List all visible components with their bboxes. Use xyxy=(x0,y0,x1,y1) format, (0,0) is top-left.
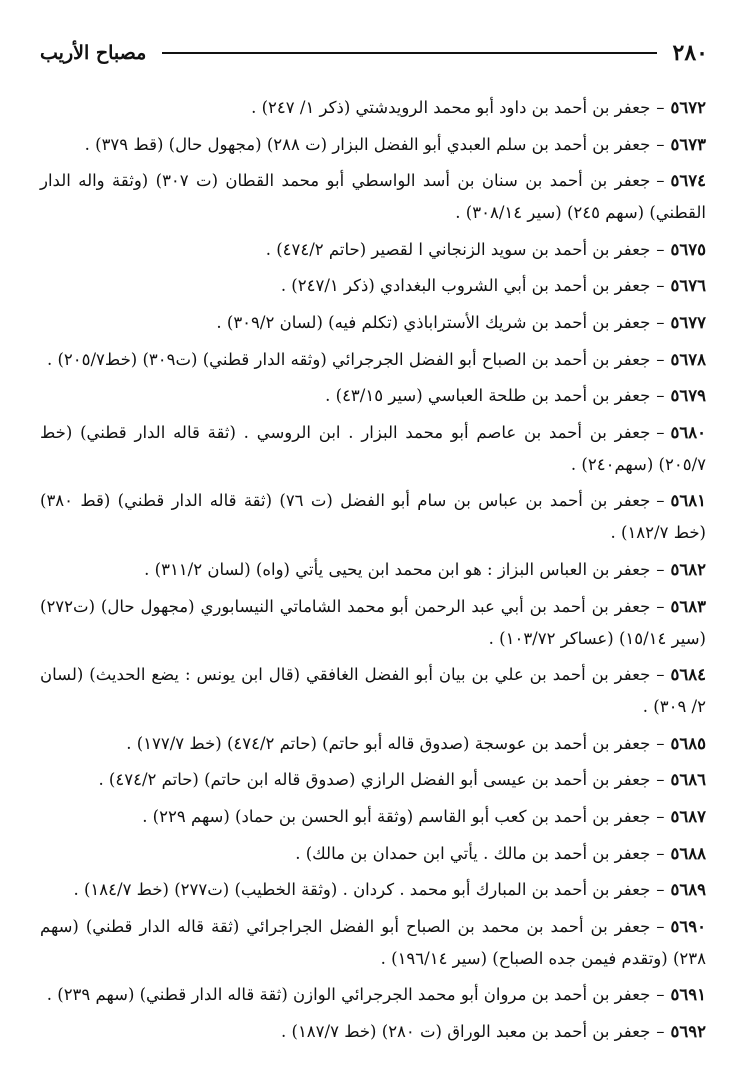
entry-text: جعفر بن أحمد بن عاصم أبو محمد البزار . ابن الروسي . (ثقة قاله الدار قطني) (خط ٢٠٥/٧) (سهم٢٤٠) . xyxy=(40,422,706,474)
page-number: ٢٨٠ xyxy=(672,40,708,66)
entry-5683: ٥٦٨٣–جعفر بن أحمد بن أبي عبد الرحمن أبو محمد الشاماتي النيسابوري (مجهول حال) (ت٢٧٢) (سير ١٥/١٤) (عساكر ١٠٣/٧٢) . xyxy=(40,596,706,648)
entry-text: جعفر بن أحمد بن مالك . يأتي ابن حمدان بن مالك) . xyxy=(295,843,651,863)
entry-number: ٥٦٧٢ xyxy=(670,98,706,117)
entry-number: ٥٦٨١ xyxy=(670,491,706,511)
entry-number: ٥٦٩٠ xyxy=(670,916,706,936)
entry-5690: ٥٦٩٠–جعفر بن أحمد بن محمد بن الصباح أبو الفضل الجراجرائي (ثقة قاله الدار قطني) (سهم ٢٣٨) (وتقدم فيمن جده الصباح) (سير ١٩٦/١٤) . xyxy=(40,916,706,968)
entry-5674: ٥٦٧٤–جعفر بن أحمد بن سنان بن أسد الواسطي أبو محمد القطان (ت ٣٠٧) (وثقة واله الدار القطني) (سهم ٢٤٥) (سير ٣٠٨/١٤) . xyxy=(40,171,706,223)
entry-5688: ٥٦٨٨–جعفر بن أحمد بن مالك . يأتي ابن حمدان بن مالك) . xyxy=(295,843,706,863)
entry-number: ٥٦٨٦ xyxy=(670,770,706,790)
entry-number: ٥٦٨٩ xyxy=(670,880,706,900)
entry-text: جعفر بن أحمد بن أبي عبد الرحمن أبو محمد الشاماتي النيسابوري (مجهول حال) (ت٢٧٢) (سير ١٥/١٤) (عساكر ١٠٣/٧٢) . xyxy=(40,596,706,648)
entry-5679: ٥٦٧٩–جعفر بن أحمد بن طلحة العباسي (سير ٤٣/١٥) . xyxy=(325,386,706,406)
entry-5689: ٥٦٨٩–جعفر بن أحمد بن المبارك أبو محمد . كردان . (وثقة الخطيب) (ت٢٧٧) (خط ١٨٤/٧) . xyxy=(73,880,706,900)
entry-5687: ٥٦٨٧–جعفر بن أحمد بن كعب أبو القاسم (وثقة أبو الحسن بن حماد) (سهم ٢٢٩) . xyxy=(142,806,706,826)
entry-number: ٥٦٩٢ xyxy=(670,1021,706,1041)
entry-number: ٥٦٨٧ xyxy=(670,806,706,826)
entry-text: جعفر بن أحمد بن سويد الزنجاني ا لقصير (حاتم ٤٧٤/٢) . xyxy=(265,239,651,259)
entry-5678: ٥٦٧٨–جعفر بن أحمد بن الصباح أبو الفضل الجرجرائي (وثقه الدار قطني) (ت٣٠٩) (خط٢٠٥/٧) . xyxy=(46,349,706,369)
entry-number: ٥٦٨٢ xyxy=(670,559,706,579)
entry-5673: ٥٦٧٣–جعفر بن أحمد بن سلم العبدي أبو الفضل البزار (ت ٢٨٨) (مجهول حال) (قط ٣٧٩) . xyxy=(84,134,706,154)
entry-5676: ٥٦٧٦–جعفر بن أحمد بن أبي الشروب البغدادي (ذكر ٢٤٧/١) . xyxy=(280,276,706,296)
entry-number: ٥٦٧٨ xyxy=(670,349,706,369)
entry-5680: ٥٦٨٠–جعفر بن أحمد بن عاصم أبو محمد البزار . ابن الروسي . (ثقة قاله الدار قطني) (خط ٢٠٥/٧) (سهم٢٤٠) . xyxy=(40,422,706,474)
entry-number: ٥٦٨٥ xyxy=(670,733,706,753)
entry-text: جعفر بن أحمد بن أبي الشروب البغدادي (ذكر ٢٤٧/١) . xyxy=(280,276,651,296)
entry-text: جعفر بن أحمد بن سنان بن أسد الواسطي أبو محمد القطان (ت ٣٠٧) (وثقة واله الدار القطني) (سهم ٢٤٥) (سير ٣٠٨/١٤) . xyxy=(40,171,706,223)
header-rule xyxy=(162,52,656,54)
entry-text: جعفر بن أحمد بن عباس بن سام أبو الفضل (ت ٧٦) (ثقة قاله الدار قطني) (قط ٣٨٠) (خط ١٨٢/٧) . xyxy=(40,491,706,543)
entry-text: جعفر بن أحمد بن معبد الوراق (ت ٢٨٠) (خط ١٨٧/٧) . xyxy=(281,1021,651,1041)
entry-text: جعفر بن أحمد بن عوسجة (صدوق قاله أبو حاتم) (حاتم ٤٧٤/٢) (خط ١٧٧/٧) . xyxy=(126,733,651,753)
entry-text: جعفر بن أحمد بن داود أبو محمد الرويدشتي (ذكر ١/ ٢٤٧) . xyxy=(251,98,651,117)
entry-number: ٥٦٩١ xyxy=(670,985,706,1005)
entry-5675: ٥٦٧٥–جعفر بن أحمد بن سويد الزنجاني ا لقصير (حاتم ٤٧٤/٢) . xyxy=(265,239,706,259)
entry-5681: ٥٦٨١–جعفر بن أحمد بن عباس بن سام أبو الفضل (ت ٧٦) (ثقة قاله الدار قطني) (قط ٣٨٠) (خط ١٨٢/٧) . xyxy=(40,491,706,543)
page-header xyxy=(40,38,708,68)
entry-number: ٥٦٨٣ xyxy=(670,596,706,616)
entry-text: جعفر بن أحمد بن علي بن بيان أبو الفضل الغافقي (قال ابن يونس : يضع الحديث) (لسان ٢/ ٣٠٩) . xyxy=(40,665,706,717)
entry-text: جعفر بن أحمد بن كعب أبو القاسم (وثقة أبو الحسن بن حماد) (سهم ٢٢٩) . xyxy=(142,806,651,826)
entry-number: ٥٦٧٥ xyxy=(670,239,706,259)
entry-5686: ٥٦٨٦–جعفر بن أحمد بن عيسى أبو الفضل الرازي (صدوق قاله ابن حاتم) (حاتم ٤٧٤/٢) . xyxy=(98,770,706,790)
entry-5677: ٥٦٧٧–جعفر بن أحمد بن شريك الأستراباذي (تكلم فيه) (لسان ٣٠٩/٢) . xyxy=(216,312,706,332)
entry-5684: ٥٦٨٤–جعفر بن أحمد بن علي بن بيان أبو الفضل الغافقي (قال ابن يونس : يضع الحديث) (لسان ٢/ ٣٠٩) . xyxy=(40,665,706,717)
entry-number: ٥٦٧٦ xyxy=(670,276,706,296)
book-page xyxy=(40,0,708,1076)
entry-number: ٥٦٨٤ xyxy=(670,665,706,685)
entry-text: جعفر بن أحمد بن محمد بن الصباح أبو الفضل الجراجرائي (ثقة قاله الدار قطني) (سهم ٢٣٨) (وتقدم فيمن جده الصباح) (سير ١٩٦/١٤) . xyxy=(40,916,706,968)
entry-5672: ٥٦٧٢–جعفر بن أحمد بن داود أبو محمد الرويدشتي (ذكر ١/ ٢٤٧) . xyxy=(251,98,706,117)
entry-number: ٥٦٨٨ xyxy=(670,843,706,863)
entry-text: جعفر بن أحمد بن سلم العبدي أبو الفضل البزار (ت ٢٨٨) (مجهول حال) (قط ٣٧٩) . xyxy=(84,134,651,154)
entry-number: ٥٦٧٩ xyxy=(670,386,706,406)
entry-5682: ٥٦٨٢–جعفر بن العباس البزاز : هو ابن محمد ابن يحيى يأتي (واه) (لسان ٣١١/٢) . xyxy=(144,559,706,579)
entry-number: ٥٦٧٣ xyxy=(670,134,706,154)
entry-5685: ٥٦٨٥–جعفر بن أحمد بن عوسجة (صدوق قاله أبو حاتم) (حاتم ٤٧٤/٢) (خط ١٧٧/٧) . xyxy=(126,733,706,753)
entry-text: جعفر بن أحمد بن طلحة العباسي (سير ٤٣/١٥) . xyxy=(325,386,651,406)
entry-text: جعفر بن أحمد بن المبارك أبو محمد . كردان . (وثقة الخطيب) (ت٢٧٧) (خط ١٨٤/٧) . xyxy=(73,880,651,900)
entry-list xyxy=(40,92,708,1052)
entry-text: جعفر بن العباس البزاز : هو ابن محمد ابن يحيى يأتي (واه) (لسان ٣١١/٢) . xyxy=(144,559,651,579)
entry-number: ٥٦٨٠ xyxy=(670,422,706,442)
entry-text: جعفر بن أحمد بن مروان أبو محمد الجرجرائي الوازن (ثقة قاله الدار قطني) (سهم ٢٣٩) . xyxy=(46,985,651,1005)
entry-number: ٥٦٧٤ xyxy=(670,171,706,191)
entry-5692: ٥٦٩٢–جعفر بن أحمد بن معبد الوراق (ت ٢٨٠) (خط ١٨٧/٧) . xyxy=(281,1021,706,1041)
entry-text: جعفر بن أحمد بن الصباح أبو الفضل الجرجرائي (وثقه الدار قطني) (ت٣٠٩) (خط٢٠٥/٧) . xyxy=(46,349,651,369)
entry-number: ٥٦٧٧ xyxy=(670,312,706,332)
running-title: مصباح الأريب xyxy=(40,42,147,64)
entry-text: جعفر بن أحمد بن شريك الأستراباذي (تكلم فيه) (لسان ٣٠٩/٢) . xyxy=(216,312,651,332)
entry-5691: ٥٦٩١–جعفر بن أحمد بن مروان أبو محمد الجرجرائي الوازن (ثقة قاله الدار قطني) (سهم ٢٣٩) . xyxy=(46,985,706,1005)
entry-text: جعفر بن أحمد بن عيسى أبو الفضل الرازي (صدوق قاله ابن حاتم) (حاتم ٤٧٤/٢) . xyxy=(98,770,651,790)
